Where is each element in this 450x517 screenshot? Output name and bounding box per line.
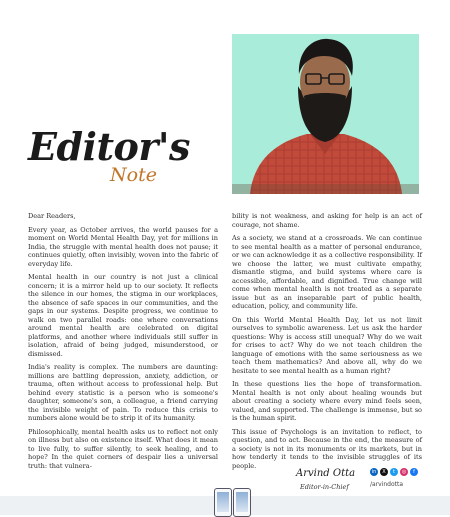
paragraph: Philosophically, mental health asks us to reflect not only on illness but also on existence itself. What does it mean to live fully, to suffer silently, to seek healing, and to hope? In the quiet corners of despair lies a universal truth: that vulnera- (28, 427, 218, 470)
editor-signature: Arvind Otta (296, 468, 356, 479)
paragraph: Every year, as October arrives, the world pauses for a moment on World Mental Health Day, yet for millions in India, the struggle with mental health does not pause; it continues quietly, often invisibly, woven into the fabric of everyday life. (28, 225, 218, 268)
x-icon[interactable]: X (380, 468, 388, 476)
instagram-icon[interactable]: ◎ (401, 469, 407, 475)
paragraph: As a society, we stand at a crossroads. We can continue to see mental health as a matter of personal endurance, or we can acknowledge it as a collective responsibility. If we choose the latter, we must cultivate empathy, dismantle stigma, and build systems where care is accessible, affordable, and dignified. True change will come when mental health is not treated as a separate issue but as an inseparable part of public health, education, policy, and community life. (232, 234, 422, 310)
editor-portrait-illustration (232, 34, 419, 194)
paragraph: Dear Readers, (28, 212, 76, 220)
phone-mockup (233, 488, 251, 517)
phone-mockup (214, 488, 232, 517)
body-column-right (232, 212, 422, 475)
page-title: Editor's (28, 124, 190, 169)
twitter-icon[interactable]: t (390, 468, 398, 476)
paragraph: In these questions lies the hope of transformation. Mental health is not only about healing wounds but about creating a society where every mind feels seen, valued, and supported. The challenge is immense, but so is the human spirit. (232, 380, 422, 422)
paragraph: bility is not weakness, and asking for help is an act of courage, not shame. (232, 212, 422, 229)
paragraph: Mental health in our country is not just a clinical concern; it is a mirror held up to our society. It reflects the silence in our homes, the stigma in our workplaces, the absence of safe spaces in our communities, and the gaps in our systems. Despite progress, we continue to walk on two parallel roads: one where conversations around mental health are celebrated on digital platforms, and another where individuals still suffer in isolation, afraid of being judged, misunderstood, or dismissed. (28, 273, 218, 358)
body-column-left (28, 212, 218, 475)
linkedin-icon[interactable]: in (371, 469, 377, 475)
editor-role: Editor-in-Chief (300, 483, 349, 491)
paragraph: This issue of Psychologs is an invitation to reflect, to question, and to act. Because in the end, the measure of a society is not in its monuments or its markets, but in how tenderly it tends to the invisible struggles of its people. (232, 427, 422, 470)
social-icons (370, 468, 430, 478)
paragraph: India's reality is complex. The numbers are daunting: millions are battling depression, anxiety, addiction, or trauma, often without access to professional help. But behind every statistic is a person who is someone's daughter, someone's son, a colleague, a friend carrying the invisible weight of pain. To reduce this crisis to numbers alone would be to strip it of its humanity. (28, 363, 218, 422)
paragraph: On this World Mental Health Day, let us not limit ourselves to symbolic awareness. Let us ask the harder questions: Why is access still unequal? Why do we wait for crises to act? Why do we not teach children the language of emotions with the same seriousness as we teach them mathematics? And above all, why do we hesitate to see mental health as a human right? (232, 315, 422, 375)
page-subtitle: Note (110, 164, 157, 186)
social-handle[interactable]: /arvindotta (370, 481, 404, 488)
editor-portrait (232, 34, 419, 194)
facebook-icon[interactable]: f (410, 468, 418, 476)
